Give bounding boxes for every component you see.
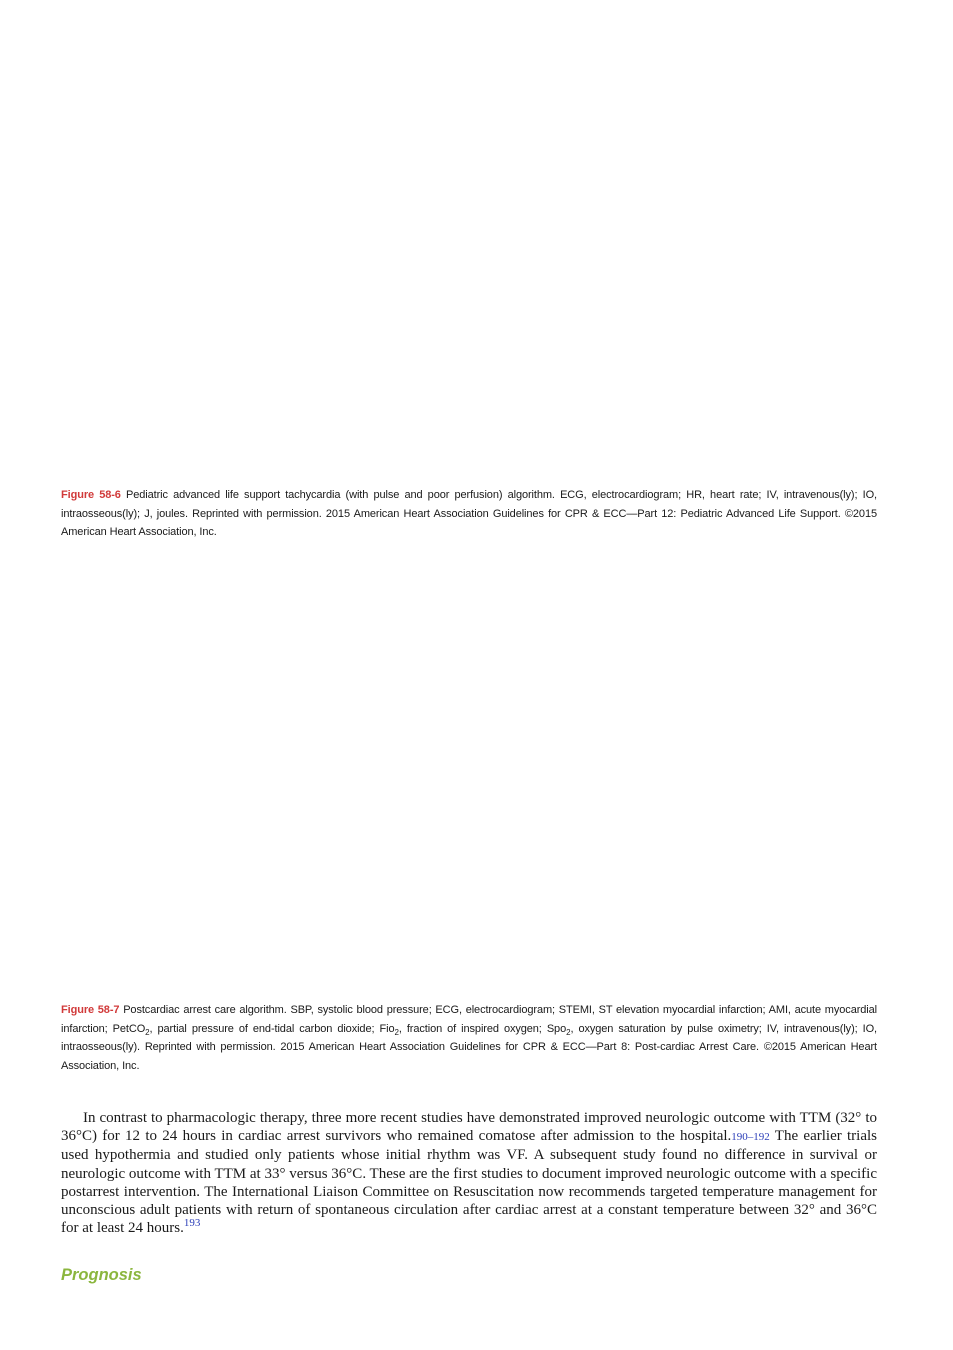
section-heading: Prognosis bbox=[61, 1266, 142, 1284]
citation-link[interactable]: 193 bbox=[183, 1217, 201, 1230]
paragraph-text: In contrast to pharmacologic therapy, three more recent studies have demonstrated improved neurologic outcome with TTM (32° to 36°C) for 12 to 24 hours in cardiac arrest survivors who remained comatose after admission to the hospital. bbox=[61, 1110, 877, 1145]
figure-caption-text: , partial pressure of end-tidal carbon dioxide; Fio bbox=[149, 1022, 395, 1035]
figure-caption-text: Postcardiac arrest care algorithm. SBP, systolic blood pressure; ECG, electrocardiogram; STEMI, ST elevation myocardial infarction; AMI, acute myocardial infarction; PetCO bbox=[61, 1004, 877, 1035]
paragraph-text: The earlier trials used hypothermia and studied only patients whose initial rhythm was VF. A subsequent study found no difference in survival or neurologic outcome with TTM at 33° versus 36°C. These are the first studies to document improved neurologic outcome with a specific postarrest intervention. The International Liaison Committee on Resuscitation now recommends targeted temperature management for unconscious adult patients with return of spontaneous circulation after cardiac arrest at a constant temperature between 32° and 36°C for at least 24 hours. bbox=[61, 1128, 877, 1237]
figure-58-6-caption bbox=[61, 486, 877, 542]
figure-label: Figure 58-6 bbox=[61, 489, 121, 501]
figure-caption-text: Pediatric advanced life support tachycardia (with pulse and poor perfusion) algorithm. ECG, electrocardiogram; HR, heart rate; IV, intravenous(ly); IO, intraosseous(ly); J, joules. Reprinted with permission. 2015 American Heart Association Guidelines for CPR & ECC—Part 12: Pediatric Advanced Life Support. ©2015 American Heart Association, Inc. bbox=[61, 489, 877, 538]
figure-caption-text: , fraction of inspired oxygen; Spo bbox=[398, 1022, 567, 1035]
body-paragraph bbox=[61, 1109, 877, 1237]
figure-caption-text: , oxygen saturation by pulse oximetry; IV, intravenous(ly); IO, intraosseous(ly). Reprinted with permission. 2015 American Heart Association Guidelines for CPR & ECC—Part 8: Post-cardiac Arrest Care. ©2015 American Heart Association, Inc. bbox=[61, 1022, 877, 1072]
citation-link[interactable]: 190–192 bbox=[731, 1131, 770, 1144]
figure-58-7-caption bbox=[61, 1001, 877, 1075]
subscript: 2 bbox=[394, 1027, 399, 1037]
subscript: 2 bbox=[145, 1027, 150, 1037]
figure-label: Figure 58-7 bbox=[61, 1004, 120, 1016]
subscript: 2 bbox=[566, 1027, 571, 1037]
